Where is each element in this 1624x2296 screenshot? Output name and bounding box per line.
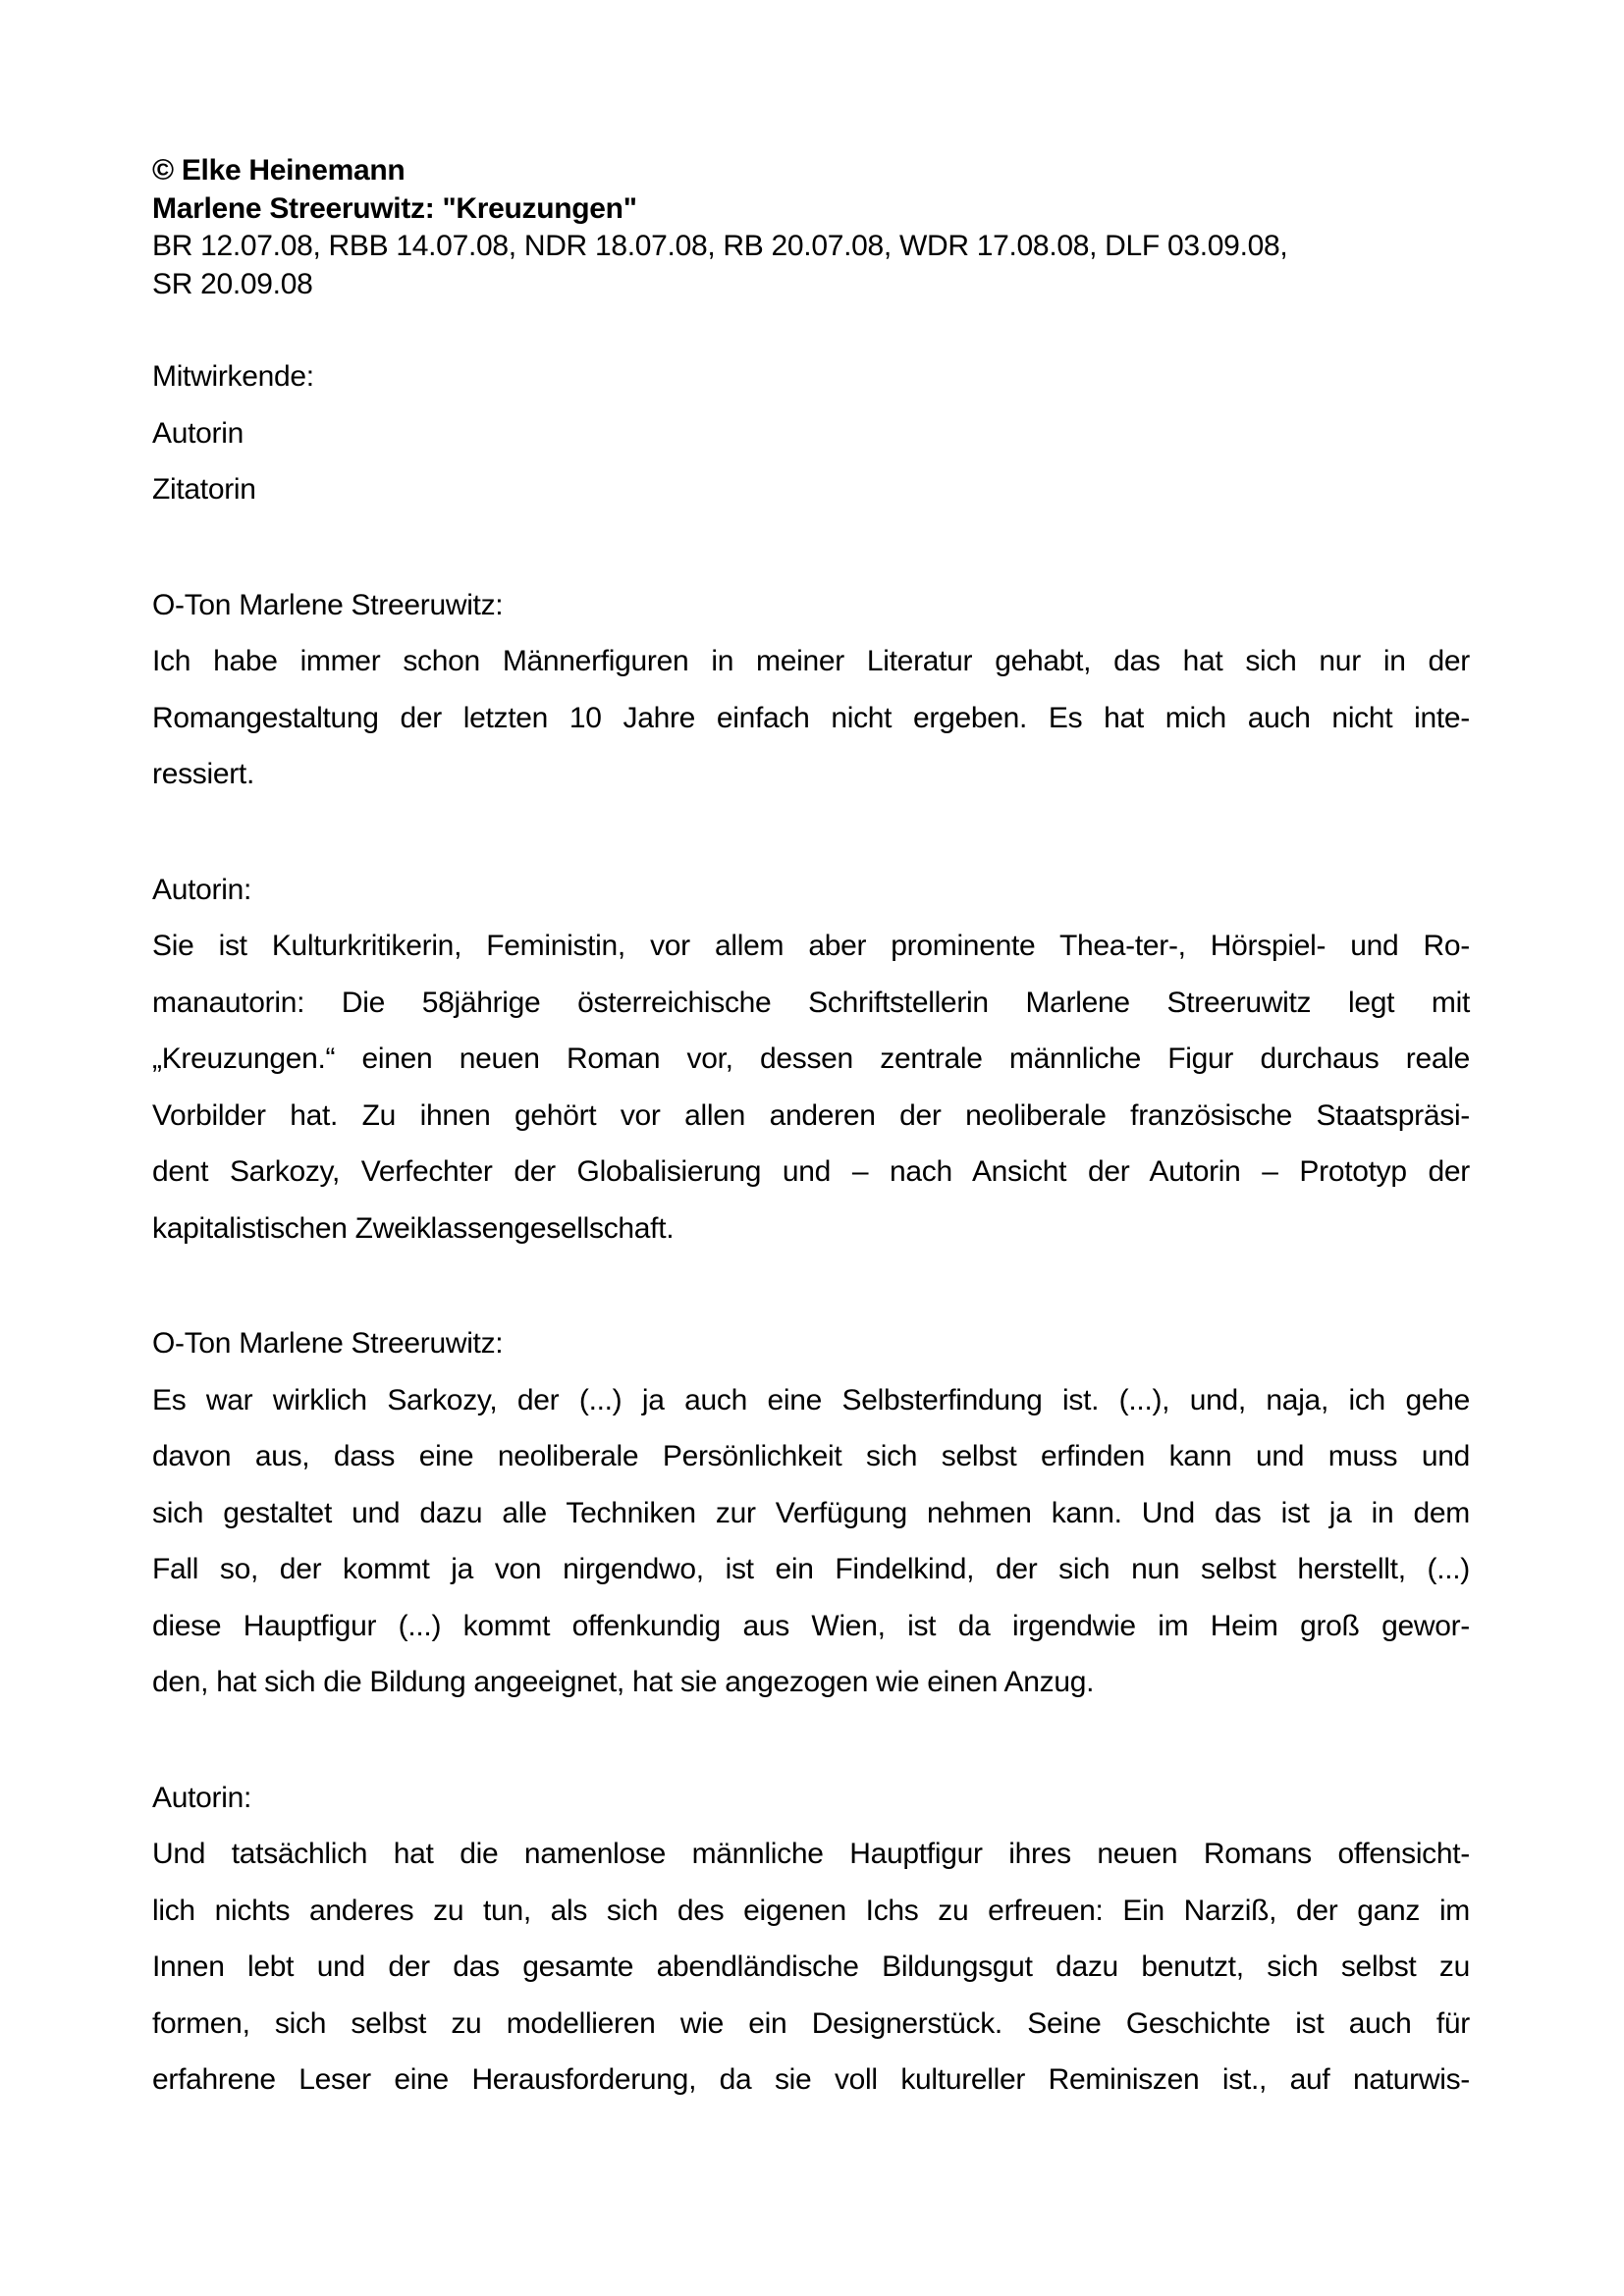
paragraph-line: Sie ist Kulturkritikerin, Feministin, vor allem aber prominente Thea-ter-, Hörspiel- und Ro- <box>152 930 1470 962</box>
paragraph-line: davon aus, dass eine neoliberale Persönlichkeit sich selbst erfinden kann und muss und <box>152 1440 1470 1472</box>
speaker-label: O-Ton Marlene Streeruwitz: <box>152 1327 504 1360</box>
speaker-label: Autorin: <box>152 873 251 906</box>
speech-section <box>152 1770 1470 2109</box>
paragraph-line: den, hat sich die Bildung angeeignet, hat sie angezogen wie einen Anzug. <box>152 1666 1095 1698</box>
paragraph-line: formen, sich selbst zu modellieren wie ein Designerstück. Seine Geschichte ist auch für <box>152 2006 1470 2040</box>
paragraph-line: Fall so, der kommt ja von nirgendwo, ist ein Findelkind, der sich nun selbst herstellt, (...) <box>152 1553 1470 1585</box>
title-line: Marlene Streeruwitz: "Kreuzungen" <box>152 191 637 225</box>
paragraph-line: Und tatsächlich hat die namenlose männliche Hauptfigur ihres neuen Romans offensicht- <box>152 1838 1470 1870</box>
speaker-label: O-Ton Marlene Streeruwitz: <box>152 588 504 621</box>
cast-role: Autorin <box>152 416 244 450</box>
page-content <box>152 152 1470 2109</box>
paragraph-line: „Kreuzungen.“ einen neuen Roman vor, dessen zentrale männliche Figur durchaus reale <box>152 1042 1470 1075</box>
broadcast-dates-line-2: SR 20.09.08 <box>152 267 313 300</box>
cast-role: Zitatorin <box>152 473 256 506</box>
copyright-line: © Elke Heinemann <box>152 154 406 187</box>
paragraph-line: ressiert. <box>152 758 254 790</box>
paragraph-line: Es war wirklich Sarkozy, der (...) ja auch eine Selbsterfindung ist. (...), und, naja, ich gehe <box>152 1383 1470 1416</box>
paragraph-line: dent Sarkozy, Verfechter der Globalisierung und – nach Ansicht der Autorin – Prototyp der <box>152 1155 1470 1188</box>
paragraph-line: diese Hauptfigur (...) kommt offenkundig aus Wien, ist da irgendwie im Heim groß gewor- <box>152 1609 1470 1642</box>
broadcast-dates-line-1: BR 12.07.08, RBB 14.07.08, NDR 18.07.08, RB 20.07.08, WDR 17.08.08, DLF 03.09.08, <box>152 230 1288 262</box>
speech-section <box>152 577 1470 803</box>
paragraph-line: kapitalistischen Zweiklassengesellschaft. <box>152 1211 675 1245</box>
paragraph-line: erfahrene Leser eine Herausforderung, da sie voll kultureller Reminiszen ist., auf naturwis- <box>152 2063 1470 2096</box>
speech-section <box>152 862 1470 1257</box>
paragraph-line: Romangestaltung der letzten 10 Jahre einfach nicht ergeben. Es hat mich auch nicht inte- <box>152 701 1470 734</box>
paragraph-line: sich gestaltet und dazu alle Techniken zur Verfügung nehmen kann. Und das ist ja in dem <box>152 1496 1470 1529</box>
paragraph-line: manautorin: Die 58jährige österreichische Schriftstellerin Marlene Streeruwitz legt mit <box>152 986 1470 1019</box>
paragraph-line: Ich habe immer schon Männerfiguren in meiner Literatur gehabt, das hat sich nur in der <box>152 645 1470 677</box>
paragraph-line: lich nichts anderes zu tun, als sich des eigenen Ichs zu erfreuen: Ein Narziß, der ganz im <box>152 1894 1470 1927</box>
paragraph-line: Vorbilder hat. Zu ihnen gehört vor allen anderen der neoliberale französische Staatspräsi- <box>152 1098 1470 1132</box>
script-sections <box>152 577 1470 2109</box>
cast-list <box>152 348 1470 518</box>
cast-heading: Mitwirkende: <box>152 360 314 393</box>
speaker-label: Autorin: <box>152 1781 251 1814</box>
speech-section <box>152 1315 1470 1711</box>
paragraph-line: Innen lebt und der das gesamte abendländische Bildungsgut dazu benutzt, sich selbst zu <box>152 1950 1470 1983</box>
document-header <box>152 152 1470 303</box>
